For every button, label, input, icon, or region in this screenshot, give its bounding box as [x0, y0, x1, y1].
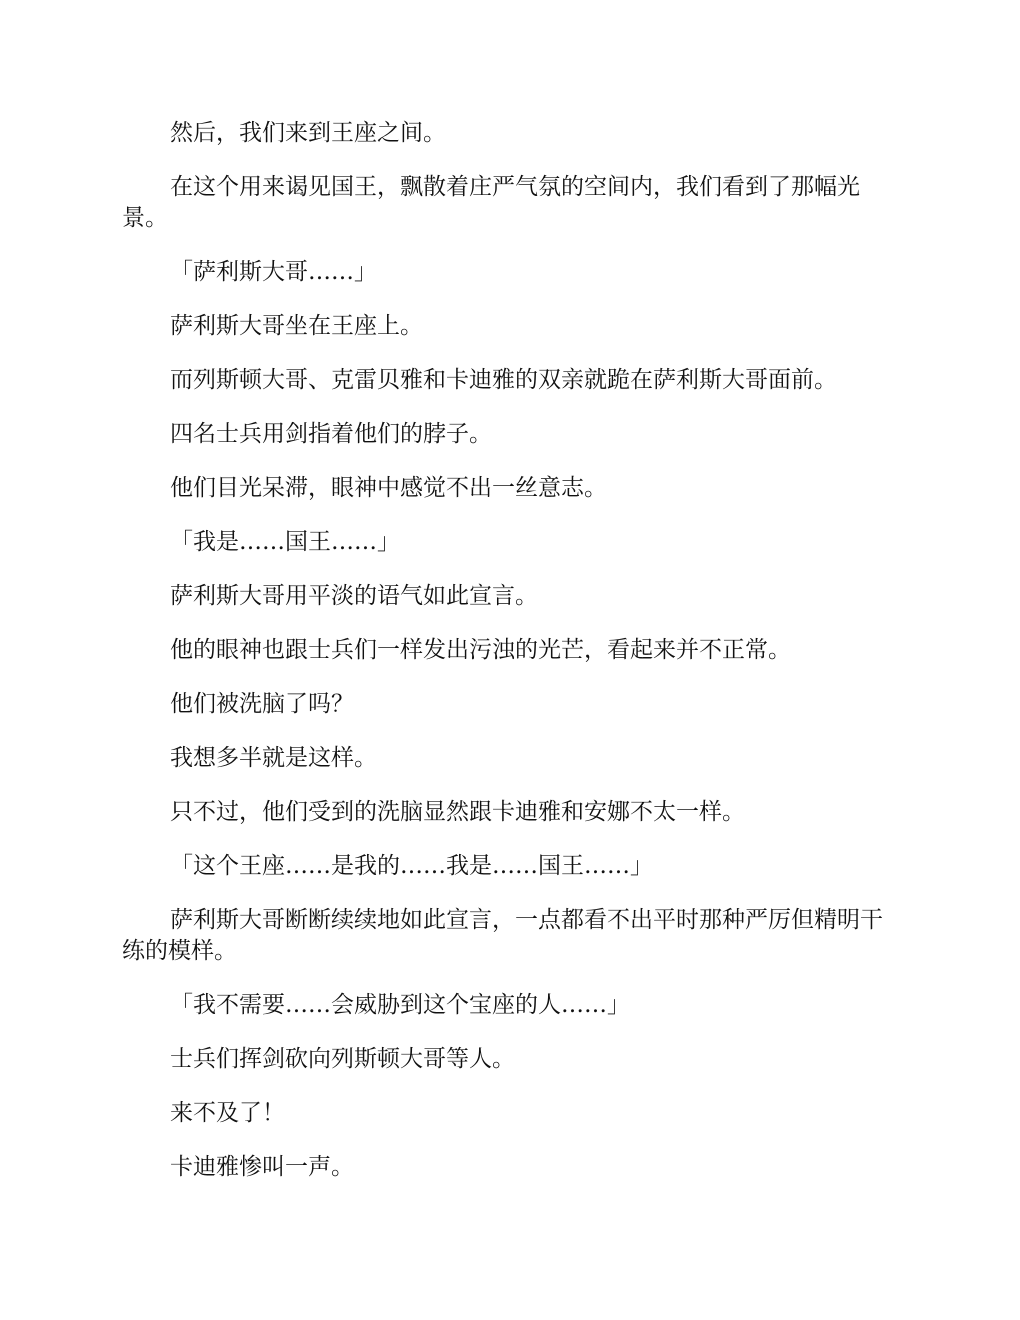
- paragraph: 来不及了！: [170, 1100, 285, 1126]
- paragraph: 而列斯顿大哥、克雷贝雅和卡迪雅的双亲就跪在萨利斯大哥面前。: [170, 367, 837, 393]
- paragraph: 「我是……国王……」: [170, 529, 400, 555]
- paragraph: 萨利斯大哥坐在王座上。: [170, 313, 423, 339]
- paragraph: 卡迪雅惨叫一声。: [170, 1154, 354, 1180]
- paragraph: 萨利斯大哥断断续续地如此宣言，一点都看不出平时那种严厉但精明干练的模样。: [122, 907, 883, 964]
- paragraph: 萨利斯大哥用平淡的语气如此宣言。: [170, 583, 538, 609]
- paragraph: 在这个用来谒见国王，飘散着庄严气氛的空间内，我们看到了那幅光景。: [122, 174, 860, 231]
- paragraph: 他们目光呆滞，眼神中感觉不出一丝意志。: [170, 475, 607, 501]
- paragraph: 「这个王座……是我的……我是……国王……」: [170, 853, 653, 879]
- document-page: [122, 118, 900, 1206]
- paragraph: 他们被洗脑了吗？: [170, 691, 354, 717]
- paragraph: 然后，我们来到王座之间。: [170, 120, 446, 146]
- paragraph: 「我不需要……会威胁到这个宝座的人……」: [170, 992, 630, 1018]
- paragraph: 四名士兵用剑指着他们的脖子。: [170, 421, 492, 447]
- paragraph: 我想多半就是这样。: [170, 745, 377, 771]
- paragraph: 他的眼神也跟士兵们一样发出污浊的光芒，看起来并不正常。: [170, 637, 791, 663]
- paragraph: 只不过，他们受到的洗脑显然跟卡迪雅和安娜不太一样。: [170, 799, 745, 825]
- paragraph: 士兵们挥剑砍向列斯顿大哥等人。: [170, 1046, 515, 1072]
- paragraph: 「萨利斯大哥……」: [170, 259, 377, 285]
